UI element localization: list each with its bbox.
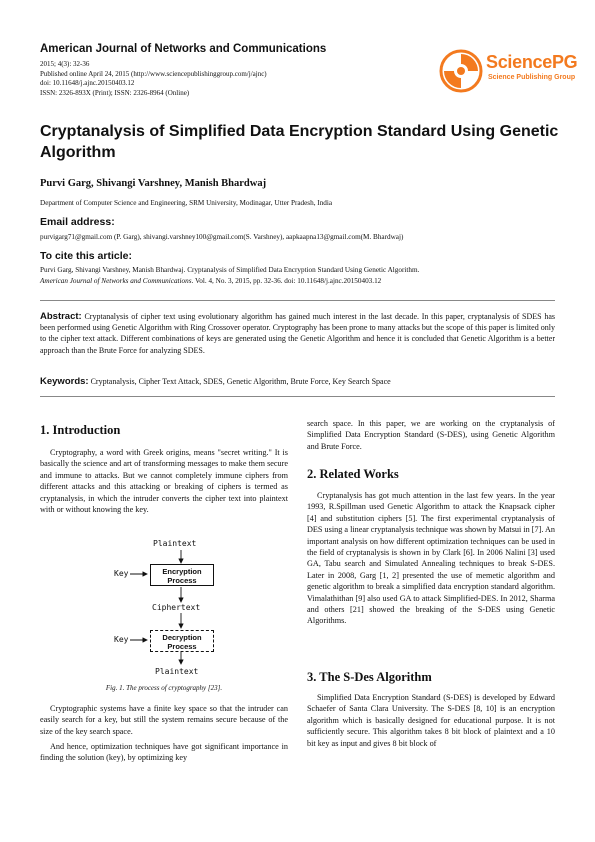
keywords-text: Cryptanalysis, Cipher Text Attack, SDES, Genetic Algorithm, Brute Force, Key Search Space — [90, 377, 391, 386]
figure-key-encryption: Key — [114, 569, 129, 578]
section-heading-related-works: 2. Related Works — [307, 467, 399, 481]
section-heading-introduction: 1. Introduction — [40, 423, 121, 437]
cite-details: . Vol. 4, No. 3, 2015, pp. 32-36. doi: 10.11648/j.ajnc.20150403.12 — [191, 277, 382, 285]
decryption-process-box — [150, 630, 214, 652]
issn-line: ISSN: 2326-893X (Print); ISSN: 2326-8964 (Online) — [40, 88, 190, 97]
logo-wordmark: SciencePG — [486, 52, 578, 72]
cite-line-2 — [40, 277, 381, 285]
encryption-box-line-2: Process — [167, 576, 197, 585]
cryptography-process-figure — [40, 536, 288, 681]
email-label: Email address: — [40, 216, 115, 228]
cite-label: To cite this article: — [40, 250, 132, 262]
encryption-box-line-1: Encryption — [162, 567, 202, 576]
figure-caption: Fig. 1. The process of cryptography [23]. — [105, 684, 223, 692]
abstract — [40, 311, 555, 356]
intro-continuation: search space. In this paper, we are working on the cryptanalysis of Simplified Data Encryption Standard (S-DES), using Genetic Algorithm and Brute Force. — [307, 419, 555, 451]
logo-subtitle: Science Publishing Group — [488, 74, 576, 81]
authors: Purvi Garg, Shivangi Varshney, Manish Bhardwaj — [40, 178, 267, 189]
email-addresses: purvigarg71@gmail.com (P. Garg), shivangi.varshney100@gmail.com(S. Varshney), aapkaapna13@gmail.com(M. Bhardwaj) — [40, 233, 404, 241]
affiliation: Department of Computer Science and Engineering, SRM University, Modinagar, Utter Pradesh, India — [40, 199, 333, 207]
published-online: Published online April 24, 2015 (http://www.sciencepublishinggroup.com/j/ajnc) — [40, 69, 267, 78]
journal-name: American Journal of Networks and Communications — [40, 43, 327, 55]
section-heading-sdes: 3. The S-Des Algorithm — [307, 670, 432, 684]
figure-key-decryption: Key — [114, 635, 129, 644]
intro-paragraph-1: Cryptography, a word with Greek origins, means "secret writing." It is basically the science and art of transforming messages to make them secure and immune to attacks. But we cannot completely immune ciphers from different attacks and this attacking or breaking of ciphers is termed as cryptanalysis, in which the intruder converts the cipher text into plaintext with or without knowing the key. — [40, 448, 288, 515]
logo-emblem-icon — [438, 48, 484, 94]
abstract-label: Abstract: — [40, 311, 82, 322]
related-works-paragraph: Cryptanalysis has got much attention in the last few years. In the year 1993, R.Spillman used Genetic Algorithm to attack the Knapsack cipher [4] and substitution ciphers [5]. The first experimental cryptanalysis of DES using a linear cryptanalysis technique was shown by Matsui in [7]. An important analysis on how different optimization techniques can be used in the field of cryptanalysis is shown in by Clark [6]. In 2006 Nalini [3] used GA, Tabu search and Simulated Annealing techniques to break S-DES. Later in 2008, Garg [1, 2] presented the use of memetic algorithm and genetic algorithm to break a simplified data encryption standard algorithm. Vimalathithan [9] also used GA to attack Simplified-DES. In 2012, Sharma and others [21] showed the breaking of the S-DES using Genetic Algorithms. — [307, 491, 555, 626]
sciencepg-logo — [438, 46, 578, 98]
sdes-paragraph: Simplified Data Encryption Standard (S-DES) is developed by Edward Schaefer of Santa Clara University. The S-DES [8, 10] is an encryption algorithm which is basically designed for educational purpose. It is not sufficiently secure. This algorithm takes 8 bit block of plaintext and a 10 bit key as input and gives 8 bit block of — [307, 693, 555, 748]
cite-line-1: Purvi Garg, Shivangi Varshney, Manish Bhardwaj. Cryptanalysis of Simplified Data Encryption Standard Using Genetic Algorithm. — [40, 266, 420, 274]
doi-line: doi: 10.11648/j.ajnc.20150403.12 — [40, 79, 135, 87]
abstract-text: Cryptanalysis of cipher text using evolutionary algorithm has gained much interest in the last decade. In this paper, cryptanalysis of SDES has been performed using Genetic Algorithm with Ring Crossover operator. Cryptography has been prone to many attacks but the scope of this paper is limited only to the cipher text attack. Different combinations of keys are generated using the Genetic Algorithm and hence it is concluded that Genetic Algorithm is a better approach than the Brute Force for analyzing SDES. — [40, 312, 556, 355]
decryption-box-line-1: Decryption — [162, 633, 202, 642]
cite-journal: American Journal of Networks and Communications — [40, 277, 192, 285]
divider-bottom — [40, 396, 555, 397]
keywords-label: Keywords: — [40, 376, 89, 387]
journal-volume: 2015; 4(3): 32-36 — [40, 60, 90, 68]
figure-plaintext-input: Plaintext — [153, 539, 197, 548]
journal-header — [40, 43, 578, 103]
article-title: Cryptanalysis of Simplified Data Encryption Standard Using Genetic Algorithm — [40, 123, 559, 161]
figure-ciphertext: Ciphertext — [152, 603, 201, 612]
decryption-box-line-2: Process — [167, 642, 197, 651]
encryption-process-box — [150, 564, 214, 586]
intro-paragraph-2: Cryptographic systems have a finite key space so that the intruder can easily search for a key, but still the system remains secure because of the size of the key search space. — [40, 704, 288, 736]
intro-paragraph-3: And hence, optimization techniques have got significant importance in finding the solution (key), by optimizing key — [40, 742, 288, 763]
figure-plaintext-output: Plaintext — [155, 667, 199, 676]
divider-top — [40, 300, 555, 301]
keywords — [40, 376, 555, 387]
